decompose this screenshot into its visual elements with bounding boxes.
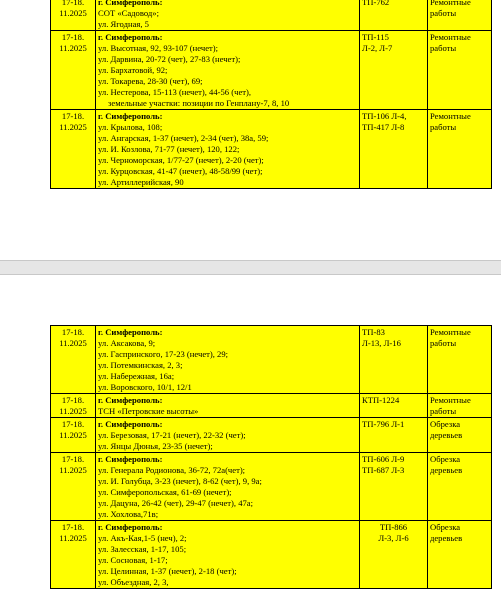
document-page-2 (0, 274, 501, 601)
date-cell: 17-18. 11.2025 (51, 418, 96, 453)
document-page-1 (0, 0, 501, 261)
address-cell: г. Симферополь: ул. Аксакова, 9; ул. Гаспринского, 17-23 (нечет), 29; ул. Потемкинская, 2, 3; ул. Набережная, 16а; ул. Воровского, 10/1, 12/1 (96, 326, 360, 394)
address-cell: г. Симферополь: ул. Акъ-Кая,1-5 (неч), 2; ул. Залесская, 1-17, 105; ул. Сосновая, 1-17; ул. Целинная, 1-37 (нечет), 2-18 (чет); ул. Объездная, 2, 3, (96, 521, 360, 589)
date-cell: 17-18. 11.2025 (51, 394, 96, 418)
work-type-cell: Ремонтные работы (428, 326, 492, 394)
address-cell: г. Симферополь: ул. Генерала Родионова, 36-72, 72а(чет); ул. И. Голубца, 3-23 (нечет), 8-62 (чет), 9, 9а; ул. Симферопольская, 61-69 (нечет); ул. Дацуна, 26-42 (чет), 29-47 (нечет), 47а; ул. Хохлова,71в; (96, 453, 360, 521)
page-separator (0, 261, 501, 274)
work-type-cell: Обрезка деревьев (428, 521, 492, 589)
substation-cell: ТП-115 Л-2, Л-7 (360, 31, 428, 110)
work-type-cell: Ремонтные работы (428, 394, 492, 418)
substation-cell: КТП-1224 (360, 394, 428, 418)
address-cell: г. Симферополь: ул. Высотная, 92, 93-107 (нечет); ул. Дарвина, 20-72 (чет), 27-83 (нечет); ул. Бархатовой, 92; ул. Токарева, 28-30 (чет), 69; ул. Нестерова, 15-113 (нечет), 44-56 (чет), земельные участки: позиции по Генплану-7, 8, 10 (96, 31, 360, 110)
date-cell: 17-18. 11.2025 (51, 31, 96, 110)
table-row (51, 418, 492, 453)
address-cell: г. Симферополь: СОТ «Садовод»; ул. Ягодная, 5 (96, 0, 360, 31)
address-cell: г. Симферополь: ТСН «Петровские высоты» (96, 394, 360, 418)
work-type-cell: Обрезка деревьев (428, 418, 492, 453)
substation-cell: ТП-866 Л-3, Л-6 (360, 521, 428, 589)
work-type-cell: Ремонтные работы (428, 110, 492, 189)
table-row (51, 0, 492, 31)
outage-table-page-2 (50, 325, 492, 589)
address-cell: г. Симферополь: ул. Березовая, 17-21 (нечет), 22-32 (чет); ул. Янцы Дюнья, 23-35 (нечет); (96, 418, 360, 453)
substation-cell: ТП-796 Л-1 (360, 418, 428, 453)
substation-cell: ТП-83 Л-13, Л-16 (360, 326, 428, 394)
date-cell: 17-18. 11.2025 (51, 0, 96, 31)
table-row (51, 453, 492, 521)
address-cell: г. Симферополь: ул. Крылова, 108; ул. Ангарская, 1-37 (нечет), 2-34 (чет), 38а, 59; ул. И. Козлова, 71-77 (нечет), 120, 122; ул. Черноморская, 1/77-27 (нечет), 2-20 (чет); ул. Курцовская, 41-47 (нечет), 48-58/99 (чет); ул. Артиллерийская, 90 (96, 110, 360, 189)
date-cell: 17-18. 11.2025 (51, 453, 96, 521)
table-row (51, 110, 492, 189)
date-cell: 17-18. 11.2025 (51, 110, 96, 189)
work-type-cell: Ремонтные работы (428, 31, 492, 110)
table-row (51, 394, 492, 418)
date-cell: 17-18. 11.2025 (51, 326, 96, 394)
outage-table-page-1 (50, 0, 492, 189)
work-type-cell: Обрезка деревьев (428, 453, 492, 521)
substation-cell: ТП-762 (360, 0, 428, 31)
substation-cell: ТП-106 Л-4, ТП-417 Л-8 (360, 110, 428, 189)
table-row (51, 521, 492, 589)
substation-cell: ТП-606 Л-9 ТП-687 Л-3 (360, 453, 428, 521)
table-row (51, 31, 492, 110)
work-type-cell: Ремонтные работы (428, 0, 492, 31)
date-cell: 17-18. 11.2025 (51, 521, 96, 589)
table-row (51, 326, 492, 394)
